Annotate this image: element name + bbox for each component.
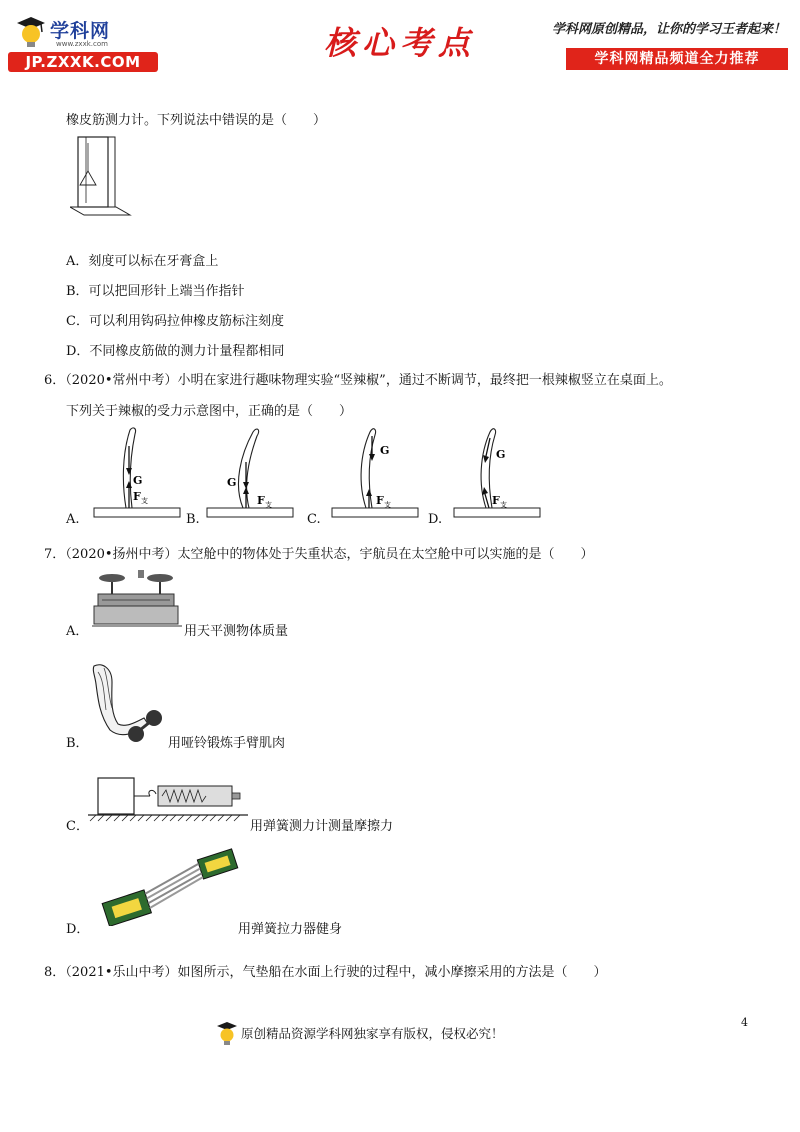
force-g-label: G — [496, 448, 506, 461]
logo-bar: JP.ZXXK.COM — [8, 52, 158, 72]
header-slogan-bar: 学科网精品频道全力推荐 — [566, 48, 788, 70]
q6-diagram-b — [205, 424, 297, 520]
q7-option-b-letter: B． — [66, 736, 89, 751]
q5-stem: 橡皮筋测力计。下列说法中错误的是（ ） — [66, 113, 327, 128]
footer — [215, 1020, 504, 1046]
q5-option-b: B．可以把回形针上端当作指针 — [66, 284, 245, 299]
force-f-label: F — [376, 494, 384, 507]
page-title: 核心考点 — [323, 24, 476, 62]
q7-option-c-text: 用弹簧测力计测量摩擦力 — [250, 819, 394, 834]
logo-name: 学科网 — [50, 20, 111, 42]
force-g-label: G — [227, 476, 237, 489]
logo-url: www.zxxk.com — [56, 40, 108, 48]
q6-choice-d-letter: D. — [428, 512, 443, 527]
q7-spring-scale-image — [88, 774, 248, 824]
q7-option-a-letter: A． — [66, 624, 89, 639]
force-f-subscript: 支 — [500, 501, 507, 509]
page-number: 4 — [741, 1016, 748, 1029]
q7-option-c-letter: C． — [66, 819, 89, 834]
q7-stem: 7．（2020•扬州中考）太空舱中的物体处于失重状态，宇航员在太空舱中可以实施的是（ ） — [44, 547, 594, 562]
q5-option-c: C．可以利用钩码拉伸橡皮筋标注刻度 — [66, 314, 284, 329]
q5-option-d: D．不同橡皮筋做的测力计量程都相同 — [66, 344, 285, 359]
q5-rubber-band-figure — [70, 133, 132, 221]
force-f-subscript: 支 — [384, 501, 391, 509]
q8-stem: 8．（2021•乐山中考）如图所示，气垫船在水面上行驶的过程中，减小摩擦采用的方法是（ ） — [44, 965, 607, 980]
q7-spring-expander-image — [94, 846, 244, 926]
footer-bulb-icon — [215, 1020, 239, 1046]
q6-stem-line2: 下列关于辣椒的受力示意图中，正确的是（ ） — [66, 404, 353, 419]
q6-choice-c-letter: C. — [307, 512, 321, 527]
q7-balance-image — [92, 568, 182, 630]
q6-diagram-d — [452, 424, 544, 520]
force-f-label: F — [492, 494, 500, 507]
q7-option-b-text: 用哑铃锻炼手臂肌肉 — [168, 736, 286, 751]
logo-bulb-icon — [14, 14, 48, 48]
force-f-label: F — [257, 494, 265, 507]
q5-option-a: A．刻度可以标在牙膏盒上 — [66, 254, 219, 269]
q7-option-a-text: 用天平测物体质量 — [184, 624, 289, 639]
header-slogan: 学科网原创精品，让你的学习王者起来！ — [551, 22, 786, 37]
q6-diagram-a — [92, 424, 182, 520]
force-f-label: F — [133, 490, 141, 503]
q6-choice-b-letter: B. — [186, 512, 200, 527]
force-g-label: G — [380, 444, 390, 457]
force-g-label: G — [133, 474, 143, 487]
q7-option-d-text: 用弹簧拉力器健身 — [238, 922, 343, 937]
q7-option-d-letter: D． — [66, 922, 90, 937]
footer-text: 原创精品资源学科网独家享有版权，侵权必究！ — [241, 1026, 504, 1041]
force-f-subscript: 支 — [265, 501, 272, 509]
q7-dumbbell-image — [90, 660, 170, 744]
q6-diagram-c — [330, 424, 422, 520]
q6-choice-a-letter: A. — [66, 512, 80, 527]
force-f-subscript: 支 — [141, 497, 148, 505]
q6-stem-line1: 6．（2020•常州中考）小明在家进行趣味物理实验“竖辣椒”，通过不断调节，最终把一根辣椒竖立在桌面上。 — [44, 373, 672, 388]
